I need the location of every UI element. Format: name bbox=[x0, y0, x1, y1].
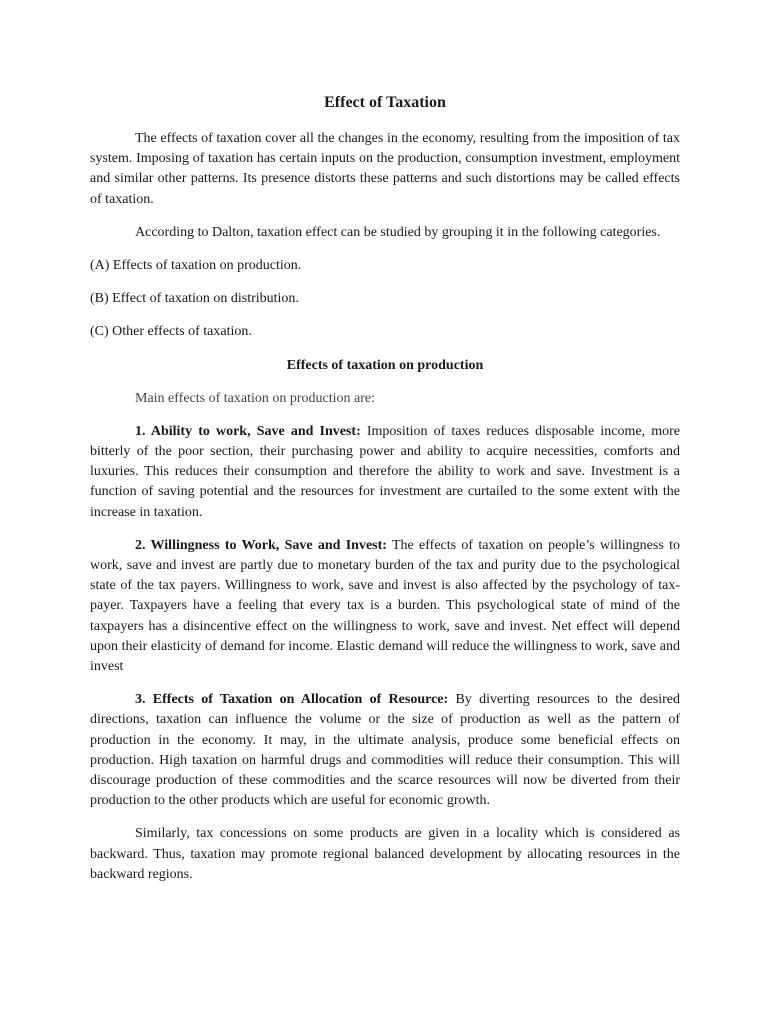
point-heading-1: 1. Ability to work, Save and Invest: bbox=[135, 423, 361, 439]
point-paragraph-2 bbox=[90, 536, 680, 677]
point-body-1: Imposition of taxes reduces disposable income, more bitterly of the poor section, their purchasing power and ability to acquire necessities, comforts and luxuries. This reduces their consumption and therefore the ability to work and save. Investment is a function of saving potential and the resources for investment are curtailed to the some extent with the increase in taxation. bbox=[90, 423, 680, 520]
point-paragraph-3 bbox=[90, 690, 680, 811]
section-intro: Main effects of taxation on production are: bbox=[135, 390, 375, 406]
point-body-3: By diverting resources to the desired directions, taxation can influence the volume or the size of production as well as the pattern of production in the economy. It may, in the ultimate analysis, produce some beneficial effects on production. High taxation on harmful drugs and commodities will reduce their consumption. This will discourage production of these commodities and the scarce resources will now be diverted from their production to the other products which are useful for economic growth. bbox=[90, 692, 680, 809]
intro-paragraph-2: According to Dalton, taxation effect can be studied by grouping it in the following categories. bbox=[135, 224, 661, 240]
document-page bbox=[90, 93, 680, 885]
point-body-2: The effects of taxation on people’s willingness to work, save and invest are partly due to monetary burden of the tax and purity due to the psychological state of the tax payers. Willingness to work, save and invest is also affected by the psychology of tax-payer. Taxpayers have a feeling that every tax is a burden. This psychological state of mind of the taxpayers has a disincentive effect on the willingness to work, save and invest. Net effect will depend upon their elasticity of demand for income. Elastic demand will reduce the willingness to work, save and invest bbox=[90, 537, 680, 675]
document-title: Effect of Taxation bbox=[324, 94, 446, 111]
category-item-c: (C) Other effects of taxation. bbox=[90, 324, 252, 340]
category-item-b: (B) Effect of taxation on distribution. bbox=[90, 291, 299, 307]
point-heading-2: 2. Willingness to Work, Save and Invest: bbox=[135, 537, 387, 553]
section-heading: Effects of taxation on production bbox=[286, 357, 484, 373]
intro-paragraph-1: The effects of taxation cover all the changes in the economy, resulting from the imposition of tax system. Imposing of taxation has certain inputs on the production, consumption investment, employment and similar other patterns. Its presence distorts these patterns and such distortions may be called effects of taxation. bbox=[90, 131, 680, 207]
closing-paragraph: Similarly, tax concessions on some products are given in a locality which is considered as backward. Thus, taxation may promote regional balanced development by allocating resources in the backward regions. bbox=[90, 826, 680, 882]
category-item-a: (A) Effects of taxation on production. bbox=[90, 258, 302, 274]
point-paragraph-1 bbox=[90, 422, 680, 523]
point-heading-3: 3. Effects of Taxation on Allocation of Resource: bbox=[135, 692, 449, 708]
